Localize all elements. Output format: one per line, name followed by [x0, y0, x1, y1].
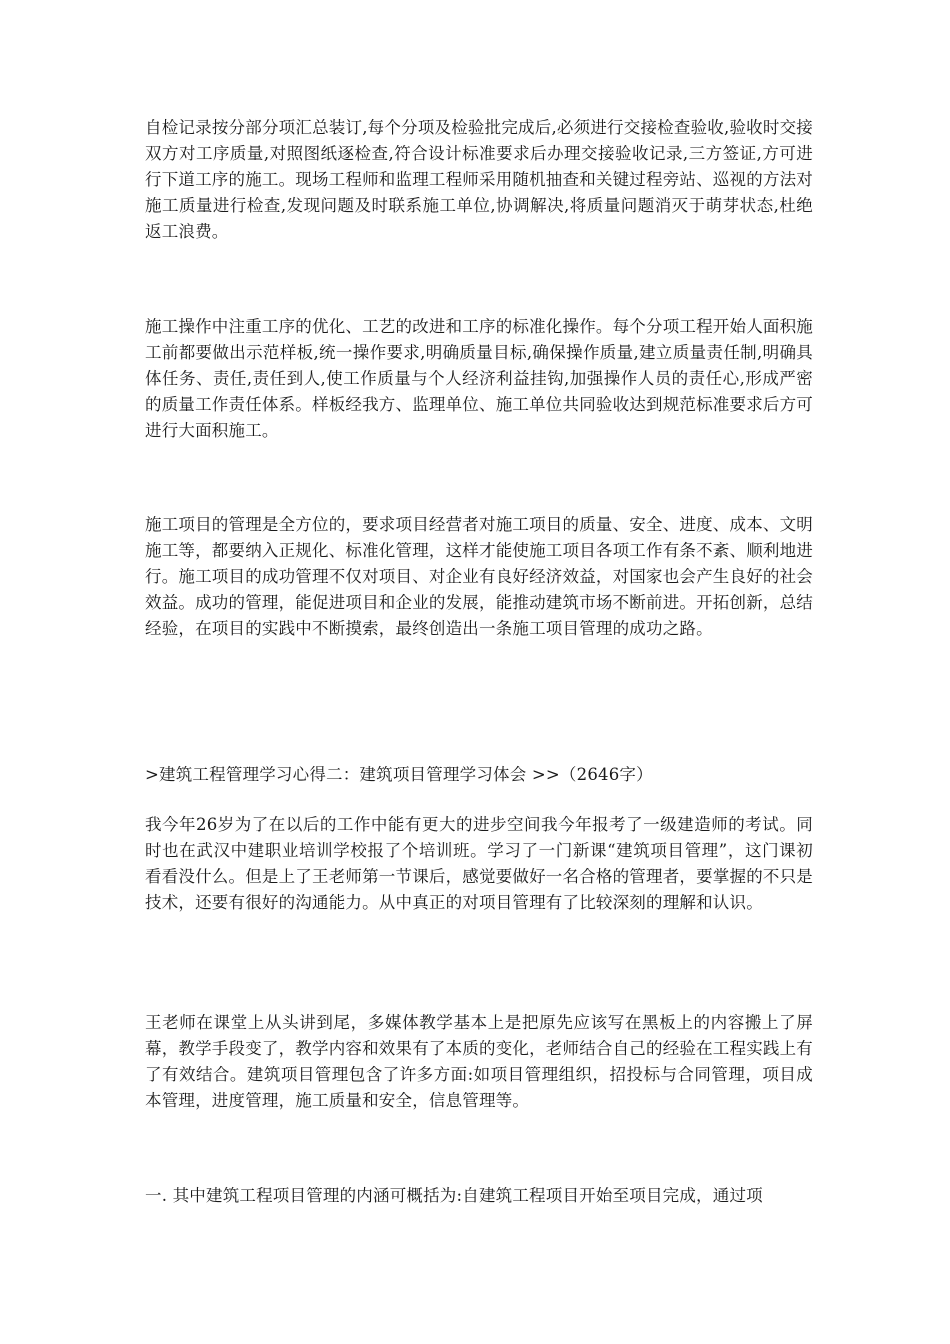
paragraph-classroom: 王老师在课堂上从头讲到尾，多媒体教学基本上是把原先应该写在黑板上的内容搬上了屏幕，教学手段变了，教学内容和效果有了本质的变化，老师结合自己的经验在工程实践上有了有效结合。建筑项目管理包含了许多方面:如项目管理组织，招投标与合同管理，项目成本管理，进度管理，施工质量和安全，信息管理等。 — [145, 1013, 813, 1110]
paragraph-project-management: 施工项目的管理是全方位的，要求项目经营者对施工项目的质量、安全、进度、成本、文明施工等，都要纳入正规化、标准化管理，这样才能使施工项目各项工作有条不紊、顺利地进行。施工项目的成功管理不仅对项目、对企业有良好经济效益，对国家也会产生良好的社会效益。成功的管理，能促进项目和企业的发展，能推动建筑市场不断前进。开拓创新，总结经验，在项目的实践中不断摸索，最终创造出一条施工项目管理的成功之路。 — [145, 515, 813, 638]
paragraph-item-one: 一. 其中建筑工程项目管理的内涵可概括为:自建筑工程项目开始至项目完成，通过项 — [145, 1186, 763, 1205]
paragraph-process-standardization: 施工操作中注重工序的优化、工艺的改进和工序的标准化操作。每个分项工程开始人面积施工前都要做出示范样板,统一操作要求,明确质量目标,确保操作质量,建立质量责任制,明确具体任务、责任,责任到人,使工作质量与个人经济利益挂钩,加强操作人员的责任心,形成严密的质量工作责任体系。样板经我方、监理单位、施工单位共同验收达到规范标准要求后方可进行大面积施工。 — [145, 317, 813, 440]
paragraph-quality-inspection: 自检记录按分部分项汇总装订,每个分项及检验批完成后,必须进行交接检查验收,验收时交接双方对工序质量,对照图纸逐检查,符合设计标准要求后办理交接验收记录,三方签证,方可进行下道工序的施工。现场工程师和监理工程师采用随机抽查和关键过程旁站、巡视的方法对施工质量进行检查,发现问题及时联系施工单位,协调解决,将质量问题消灭于萌芽状态,杜绝返工浪费。 — [145, 118, 813, 241]
section-heading: >建筑工程管理学习心得二：建筑项目管理学习体会 >>（2646字） — [145, 765, 653, 784]
paragraph-personal-intro: 我今年26岁为了在以后的工作中能有更大的进步空间我今年报考了一级建造师的考试。同时也在武汉中建职业培训学校报了个培训班。学习了一门新课“建筑项目管理”，这门课初看看没什么。但是上了王老师第一节课后，感觉要做好一名合格的管理者，要掌握的不只是技术，还要有很好的沟通能力。从中真正的对项目管理有了比较深刻的理解和认识。 — [145, 815, 813, 912]
